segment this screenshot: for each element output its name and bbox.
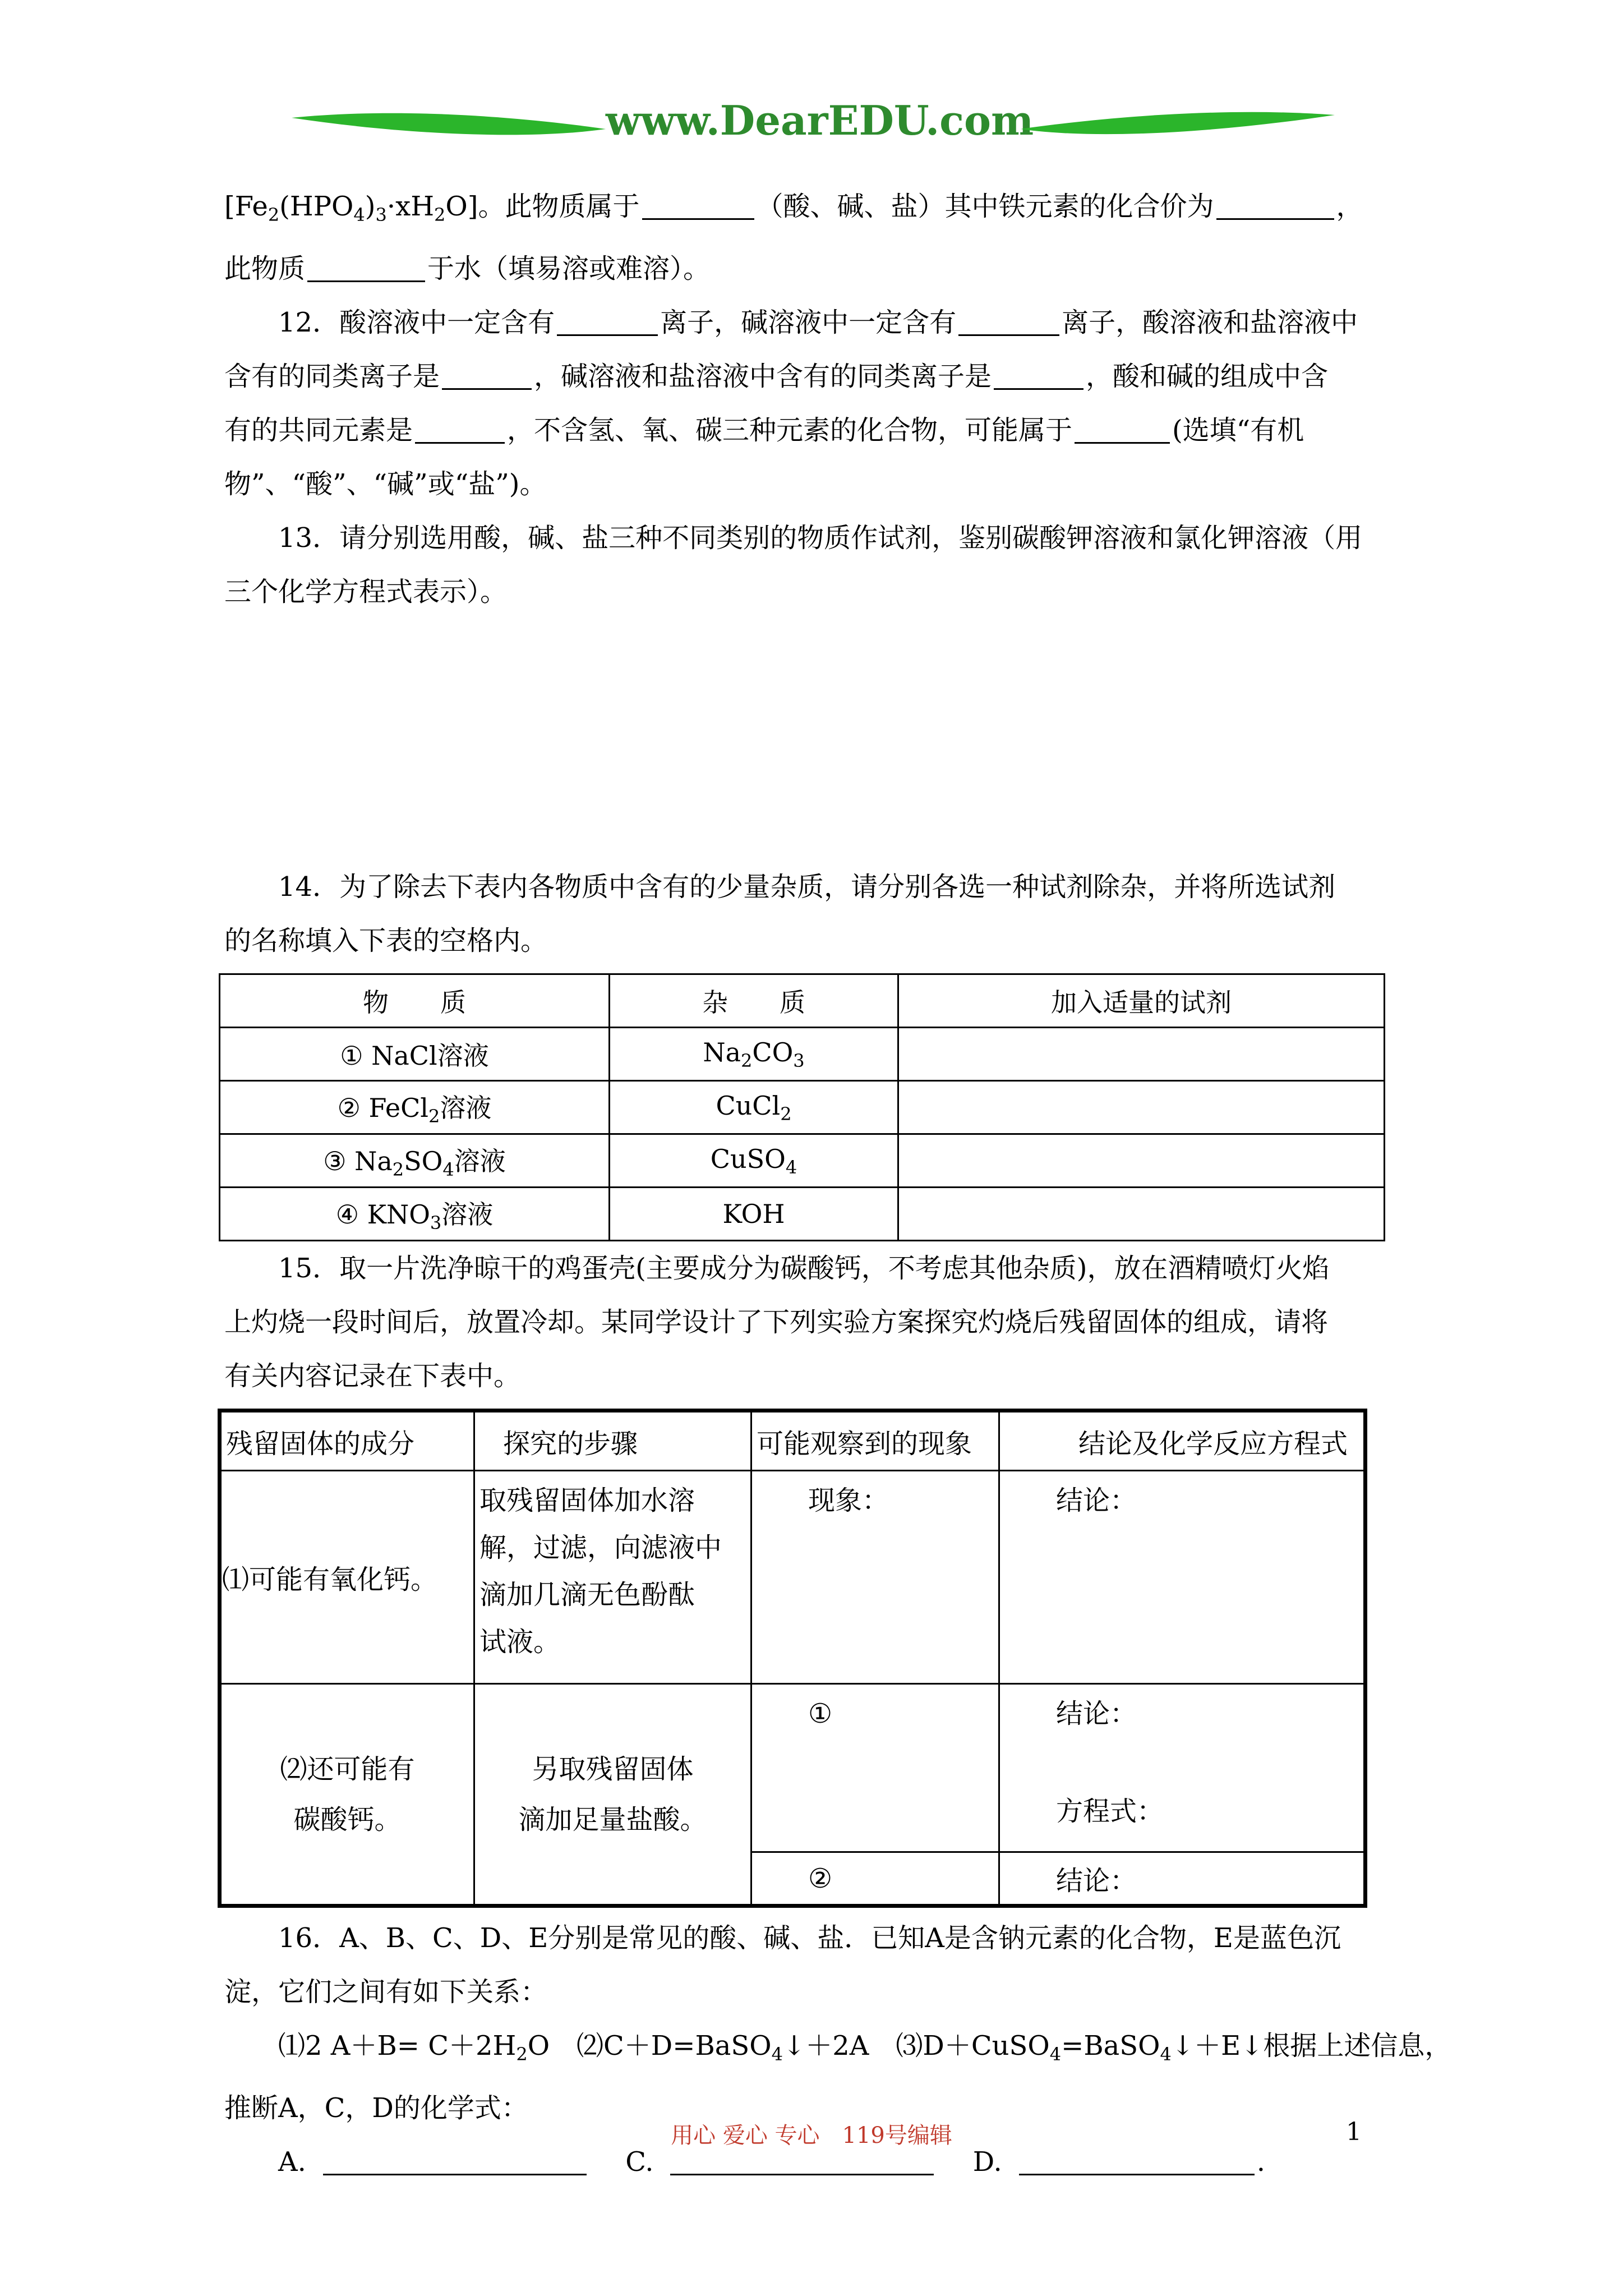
substance-cell: ④ $KNO_3$溶液 (220, 1188, 610, 1241)
substance-cell: ③ $Na_2SO_4$溶液 (220, 1134, 610, 1188)
q16-answers: A. C. D. . (224, 2135, 1413, 2189)
component-cell: ⑵还可能有 碳酸钙。 (220, 1684, 474, 1906)
q13-line1: 13．请分别选用酸，碱、盐三种不同类别的物质作试剂，鉴别碳酸钾溶液和氯化钾溶液（用 (278, 522, 1363, 554)
table-row (220, 1134, 1385, 1188)
q16-line1: 16．A、B、C、D、E分别是常见的酸、碱、盐．已知A是含钠元素的化合物，E是蓝色沉 (278, 1922, 1341, 1954)
step-cell: 另取残留固体 滴加足量盐酸。 (474, 1684, 751, 1906)
reagent-answer-cell[interactable] (898, 1188, 1385, 1241)
table-row (220, 1188, 1385, 1241)
answer-blank[interactable] (442, 358, 532, 390)
table-header-row (220, 974, 1385, 1028)
q11-line2: 此物质 于水（填易溶或难溶）。 (224, 242, 1413, 296)
table-header-row (220, 1411, 1366, 1471)
answer-blank[interactable] (958, 304, 1059, 336)
column-header: 物 质 (220, 974, 610, 1028)
q15-line3: 有关内容记录在下表中。 (224, 1360, 521, 1392)
conclusion-cell[interactable]: 结论： (999, 1471, 1366, 1684)
experiment-table (218, 1409, 1367, 1908)
q12-line3: 有的共同元素是 ，不含氢、氧、碳三种元素的化合物，可能属于 (选填“有机 (224, 403, 1413, 457)
q14-line2: 的名称填入下表的空格内。 (224, 925, 548, 956)
site-logo-text: www.DearEDU.com (606, 96, 1034, 144)
impurity-cell: $Na_2CO_3$ (610, 1028, 898, 1081)
answer-blank[interactable] (1075, 412, 1170, 444)
conclusion-cell[interactable]: 结论： 方程式： (999, 1684, 1366, 1852)
q11-line1: $[Fe_2(HPO_4)_3\cdot xH_2O]$。此物质属于 （酸、碱、盐）其中铁元素的化合价为 ， (224, 180, 1413, 242)
q16-line3: ⑴2 $A+B= C+2H_2O$ ⑵C＋D=BaSO$_4$↓＋2A ⑶D＋CuSO$_4$=BaSO$_4$↓＋E↓根据上述信息， (278, 2030, 1452, 2065)
green-swoosh-right-icon (1021, 101, 1335, 146)
phenomenon-cell[interactable]: ② (751, 1852, 999, 1906)
conclusion-cell[interactable]: 结论： (999, 1852, 1366, 1906)
answer-blank[interactable] (415, 412, 505, 444)
reagent-answer-cell[interactable] (898, 1028, 1385, 1081)
green-swoosh-left-icon (292, 101, 606, 146)
column-header: 残留固体的成分 (220, 1411, 474, 1471)
component-cell: ⑴可能有氧化钙。 (220, 1471, 474, 1684)
q15-line1: 15．取一片洗净晾干的鸡蛋壳(主要成分为碳酸钙，不考虑其他杂质)，放在酒精喷灯火焰 (278, 1253, 1330, 1284)
impurity-cell: CuSO$_4$ (610, 1134, 898, 1188)
q14-line1: 14．为了除去下表内各物质中含有的少量杂质，请分别各选一种试剂除杂，并将所选试剂 (278, 871, 1336, 903)
answer-blank[interactable] (557, 304, 658, 336)
page-content (222, 180, 1452, 2189)
answer-blank[interactable] (994, 358, 1083, 390)
column-header: 加入适量的试剂 (898, 974, 1385, 1028)
column-header: 结论及化学反应方程式 (999, 1411, 1366, 1471)
q12-line4: 物”、“酸”、“碱”或“盐”)。 (224, 468, 547, 500)
q12-line2: 含有的同类离子是 ，碱溶液和盐溶液中含有的同类离子是 ，酸和碱的组成中含 (224, 349, 1413, 403)
answer-blank[interactable] (307, 250, 425, 282)
table-row (220, 1081, 1385, 1134)
phenomenon-cell[interactable]: 现象： (751, 1471, 999, 1684)
phenomenon-cell[interactable]: ① (751, 1684, 999, 1852)
answer-blank[interactable] (1216, 188, 1334, 220)
q16-line2: 淀，它们之间有如下关系： (224, 1976, 548, 2008)
footer-text: 用心 爱心 专心 119号编辑 (671, 2123, 952, 2148)
q15-line2: 上灼烧一段时间后，放置冷却。某同学设计了下列实验方案探究灼烧后残留固体的组成，请将 (224, 1306, 1329, 1338)
answer-blank[interactable] (642, 188, 754, 220)
impurity-table (219, 973, 1385, 1241)
impurity-cell: CuCl$_2$ (610, 1081, 898, 1134)
step-cell: 取残留固体加水溶 解，过滤，向滤液中 滴加几滴无色酚酞 试液。 (474, 1471, 751, 1684)
reagent-answer-cell[interactable] (898, 1134, 1385, 1188)
page-number: 1 (1346, 2118, 1362, 2146)
impurity-cell: KOH (610, 1188, 898, 1241)
table-row (220, 1684, 1366, 1852)
q12-line1: 12．酸溶液中一定含有 离子，碱溶液中一定含有 离子，酸溶液和盐溶液中 (224, 296, 1413, 349)
q13-line2: 三个化学方程式表示）。 (224, 576, 508, 608)
reagent-answer-cell[interactable] (898, 1081, 1385, 1134)
column-header: 可能观察到的现象 (751, 1411, 999, 1471)
table-row (220, 1471, 1366, 1684)
substance-cell: ① NaCl溶液 (220, 1028, 610, 1081)
column-header: 探究的步骤 (474, 1411, 751, 1471)
q13-answer-space[interactable] (224, 619, 1413, 860)
header-logo (292, 90, 1335, 157)
column-header: 杂 质 (610, 974, 898, 1028)
table-row (220, 1028, 1385, 1081)
substance-cell: ② FeCl$_2$溶液 (220, 1081, 610, 1134)
q16-line4: 推断A，C，D的化学式： (224, 2092, 528, 2124)
